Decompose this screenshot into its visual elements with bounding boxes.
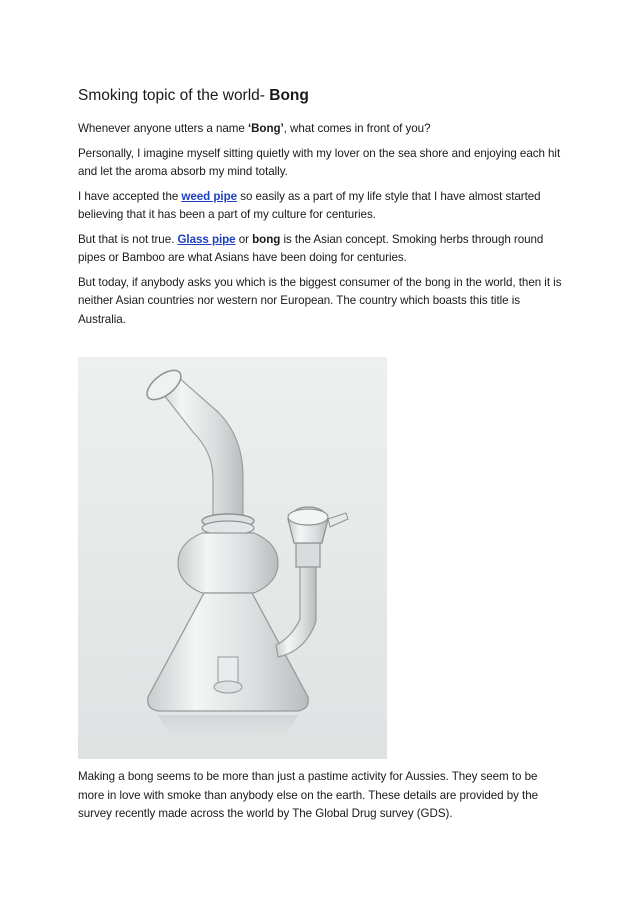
- article-title: [78, 86, 564, 106]
- paragraph-6: Making a bong seems to be more than just a pastime activity for Aussies. They seem to be more in love with smoke than anybody else on the earth. These details are provided by the survey recently made across the world by The Global Drug survey (GDS).: [78, 770, 539, 820]
- p1-text-b: , what comes in front of you?: [283, 122, 431, 135]
- glass-bong-illustration: [78, 357, 387, 759]
- p4-bold: bong: [252, 232, 281, 246]
- article-body: [78, 86, 564, 335]
- paragraph-2: Personally, I imagine myself sitting quietly with my lover on the sea shore and enjoying each hit and let the aroma absorb my mind totally.: [78, 146, 561, 178]
- p4-text-a: But that is not true.: [78, 232, 178, 246]
- title-bold: Bong: [269, 87, 309, 104]
- p1-text-a: Whenever anyone utters a name: [78, 122, 248, 135]
- paragraph-5: But today, if anybody asks you which is the biggest consumer of the bong in the world, then it is neither Asian countries nor western nor European. The country which boasts this title is Australia.: [78, 275, 562, 326]
- weed-pipe-link[interactable]: weed pipe: [181, 189, 238, 203]
- p3-text-a: I have accepted the: [78, 189, 182, 203]
- glass-pipe-link[interactable]: Glass pipe: [177, 232, 236, 246]
- p3-text-b: so easily as a part of my life style that I have almost started believing that it has been a part of my culture for centuries.: [78, 189, 541, 221]
- bong-photo: [78, 357, 387, 759]
- p4-text-b: or: [235, 232, 253, 246]
- article-continued: [78, 768, 564, 830]
- p4-text-c: is the Asian concept. Smoking herbs through round pipes or Bamboo are what Asians have been doing for centuries.: [78, 232, 544, 264]
- paragraph-3: [78, 188, 564, 225]
- p1-bold: ‘Bong’: [247, 122, 284, 135]
- paragraph-4: [78, 231, 564, 268]
- paragraph-1: [78, 120, 564, 139]
- title-text: Smoking topic of the world-: [78, 87, 270, 104]
